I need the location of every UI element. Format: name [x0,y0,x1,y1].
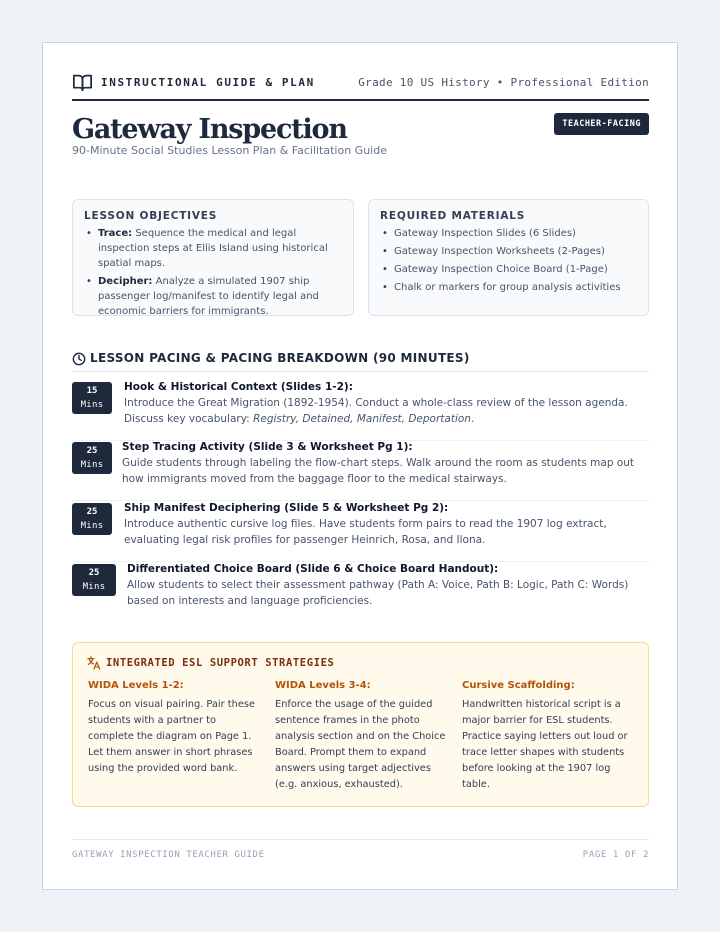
pacing-row-description: Introduce authentic cursive log files. Have students form pairs to read the 1907 log extract, evaluating legal risk profiles for passenger Heinrich, Rosa, and Ilona. [124,518,607,546]
minutes-unit: Mins [80,400,104,410]
objective-text: Sequence the medical and legal inspection steps at Ellis Island using historical spatial maps. [98,228,328,269]
pacing-row [72,380,649,441]
page-subtitle: 90-Minute Social Studies Lesson Plan & Facilitation Guide [72,144,387,157]
minutes-value: 25 [88,568,100,578]
edition-label: Grade 10 US History • Professional Edition [358,76,649,89]
esl-column-text: Handwritten historical script is a major barrier for ESL students. Practice saying letters out loud or trace letter shapes with students before looking at the 1907 log table. [462,699,628,790]
objective-term: Trace: [98,228,133,239]
esl-column-text: Focus on visual pairing. Pair these students with a partner to complete the diagram on Page 1. Let them answer in short phrases using the provided word bank. [88,699,255,774]
footer-title: GATEWAY INSPECTION TEACHER GUIDE [72,850,265,860]
materials-title: REQUIRED MATERIALS [380,210,526,222]
esl-column [462,679,638,793]
esl-column [88,679,260,777]
pacing-row [72,501,649,562]
list-item: • Gateway Inspection Choice Board (1-Page) [380,262,637,277]
book-open-icon [72,73,93,92]
esl-column-text: Enforce the usage of the guided sentence frames in the photo analysis section and on the Choice Board. Prompt them to expand answers using target adjectives (e.g. anxious, exhausted). [275,699,446,790]
required-materials-box [368,199,649,316]
pacing-row [72,562,649,623]
pacing-row-text [122,440,647,487]
pacing-row-text [124,380,649,427]
minutes-badge [72,442,112,474]
objectives-list [84,226,342,319]
minutes-badge [72,382,112,414]
description-text: Introduce the Great Migration (1892-1954). Conduct a whole-class review of the lesson agenda. Discuss key vocabulary: [124,397,628,425]
vocabulary-text: Registry, Detained, Manifest, Deportation [253,413,471,425]
lesson-objectives-box [72,199,354,316]
list-item [84,226,342,271]
pacing-row-description: Allow students to select their assessment pathway (Path A: Voice, Path B: Logic, Path C: Words) based on interests and language proficiencies. [127,579,629,607]
list-item [84,274,342,319]
page-number: PAGE 1 OF 2 [582,850,649,860]
pacing-section-header [72,350,649,372]
minutes-value: 25 [86,446,98,456]
pacing-row-description [124,395,649,427]
pacing-row-text [124,501,649,548]
guide-label: INSTRUCTIONAL GUIDE & PLAN [101,76,315,89]
pacing-row-description: Guide students through labeling the flow-chart steps. Walk around the room as students map out how immigrants moved from the baggage floor to the medical stairways. [122,457,635,485]
esl-column-heading: WIDA Levels 3-4: [275,680,371,691]
materials-list [380,226,637,295]
minutes-value: 15 [86,386,98,396]
esl-column [275,679,447,793]
description-end: . [470,413,475,425]
audience-badge: TEACHER-FACING [554,113,649,135]
minutes-unit: Mins [80,521,104,531]
esl-support-box [72,642,649,807]
translate-icon [87,656,101,670]
page-title: Gateway Inspection [72,114,347,145]
objective-term: Decipher: [98,276,153,287]
document-page [42,42,678,890]
list-item: • Chalk or markers for group analysis activities [380,280,637,295]
pacing-title: LESSON PACING & PACING BREAKDOWN (90 MINUTES) [90,351,470,365]
clock-icon [72,352,86,366]
minutes-badge [72,503,112,535]
minutes-value: 25 [86,507,98,517]
pacing-row-text [127,562,649,609]
minutes-unit: Mins [82,582,106,592]
page-footer [72,839,649,869]
objectives-title: LESSON OBJECTIVES [84,210,218,222]
minutes-unit: Mins [80,460,104,470]
list-item: • Gateway Inspection Slides (6 Slides) [380,226,637,241]
pacing-row-title: Hook & Historical Context (Slides 1-2): [124,381,353,393]
document-header-bar [72,71,649,101]
esl-column-heading: Cursive Scaffolding: [462,680,575,691]
list-item: • Gateway Inspection Worksheets (2-Pages) [380,244,637,259]
esl-title: INTEGRATED ESL SUPPORT STRATEGIES [106,657,335,669]
pacing-row-title: Step Tracing Activity (Slide 3 & Worksheet Pg 1): [122,441,413,453]
pacing-row [72,440,649,501]
minutes-badge [72,564,116,596]
esl-column-heading: WIDA Levels 1-2: [88,680,184,691]
pacing-row-title: Ship Manifest Deciphering (Slide 5 & Worksheet Pg 2): [124,502,449,514]
pacing-row-title: Differentiated Choice Board (Slide 6 & Choice Board Handout): [127,563,499,575]
objective-text: Analyze a simulated 1907 ship passenger log/manifest to identify legal and economic barriers for immigrants. [98,276,319,317]
